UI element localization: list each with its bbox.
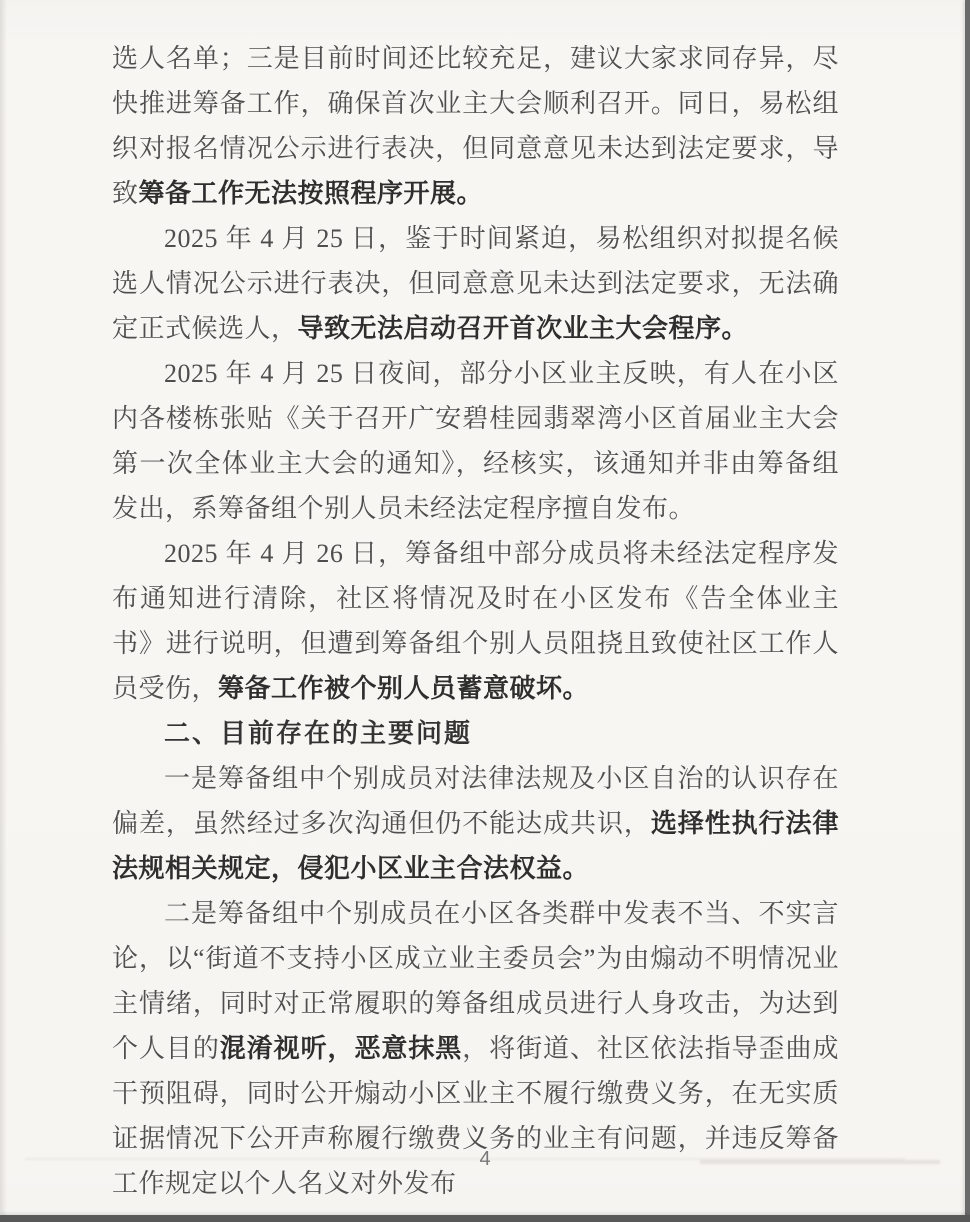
text-run: 2025 年 4 月 26 日，筹备组中部分成员将未经法定程序发布通知进行清除，社区将情况及时在小区发布《告全体业主书》进行说明，但遭到筹备组个别人员阻挠且致使社区工作人员受伤， [112, 539, 839, 703]
scan-edge-right [965, 0, 970, 1222]
bold-text-run: 二、目前存在的主要问题 [164, 718, 473, 748]
bold-text-run: 导致无法启动召开首次业主大会程序。 [297, 314, 749, 343]
page-number: 4 [479, 1148, 491, 1170]
text-run: ，将街道、社区依法指导歪曲成干预阻碍，同时公开煽动小区业主不履行缴费义务，在无实质证据情况下公开声称履行缴费义务的业主有问题，并违反筹备工作规定以个人名义对外发布 [112, 1034, 839, 1198]
bold-text-run: 筹备工作被个别人员蓄意破坏。 [218, 674, 590, 703]
text-run: 2025 年 4 月 25 日夜间，部分小区业主反映，有人在小区内各楼栋张贴《关于召开广安碧桂园翡翠湾小区首届业主大会第一次全体业主大会的通知》，经核实，该通知并非由筹备组发出，系筹备组个别人员未经法定程序擅自发布。 [112, 359, 839, 523]
bold-text-run: 选择性执行法律法规相关规定，侵犯小区业主合法权益。 [112, 809, 839, 883]
paragraph [112, 216, 839, 351]
paragraph [112, 36, 839, 216]
text-run: 二是筹备组中个别成员在小区各类群中发表不当、不实言论，以“街道不支持小区成立业主委员会”为由煽动不明情况业主情绪，同时对正常履职的筹备组成员进行人身攻击，为达到个人目的 [112, 899, 839, 1063]
bold-text-run: 筹备工作无法按照程序开展。 [138, 179, 484, 208]
scan-edge-left [0, 0, 7, 1222]
paragraph [112, 531, 839, 711]
text-run: 选人名单；三是目前时间还比较充足，建议大家求同存异，尽快推进筹备工作，确保首次业主大会顺利召开。同日，易松组织对报名情况公示进行表决，但同意意见未达到法定要求，导致 [112, 44, 839, 208]
text-run: 2025 年 4 月 25 日，鉴于时间紧迫，易松组织对拟提名候选人情况公示进行表决，但同意意见未达到法定要求，无法确定正式候选人， [112, 224, 839, 343]
bold-text-run: 混淆视听，恶意抹黑 [219, 1034, 463, 1063]
scan-edge-bottom [0, 1215, 970, 1222]
section-heading [112, 711, 839, 756]
paragraph [112, 756, 839, 891]
document-body [112, 36, 839, 1206]
text-run: 一是筹备组中个别成员对法律法规及小区自治的认识存在偏差，虽然经过多次沟通但仍不能达成共识， [112, 764, 839, 838]
paragraph [112, 351, 839, 531]
